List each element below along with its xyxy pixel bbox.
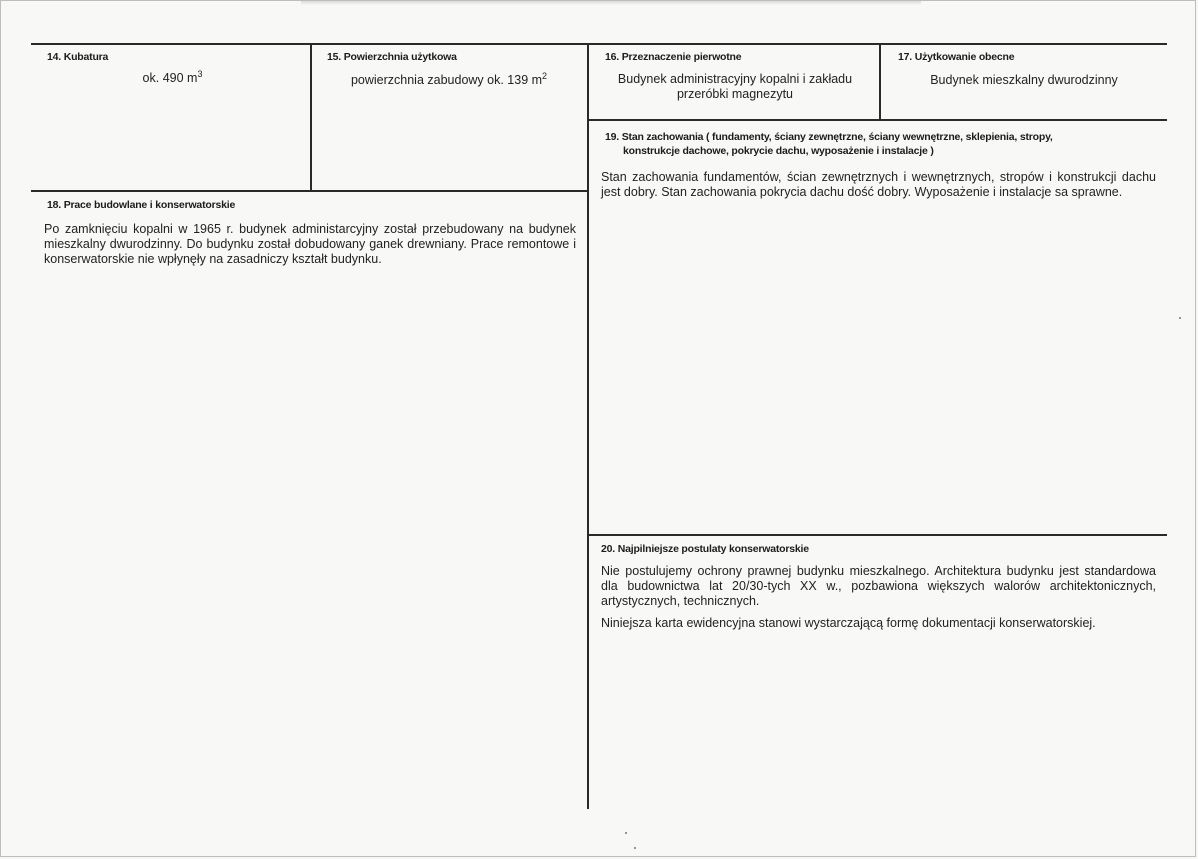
field-17-label: 17. Użytkowanie obecne — [898, 51, 1015, 63]
scan-speck — [1179, 317, 1181, 319]
field-20-label: 20. Najpilniejsze postulaty konserwatorskie — [601, 543, 809, 555]
divider-16-17 — [879, 43, 881, 120]
center-divider — [587, 43, 589, 809]
top-rule — [31, 43, 1167, 45]
field-15-value-exponent: 2 — [542, 70, 548, 81]
field-19-value: Stan zachowania fundamentów, ścian zewnętrznych i wewnętrznych, stropów i konstrukcji dachu jest dobry. Stan zachowania pokrycia dachu dość dobry. Wyposażenie i instalacje sa sprawne. — [601, 170, 1156, 199]
field-15-value — [319, 70, 579, 88]
field-15-label: 15. Powierzchnia użytkowa — [327, 51, 457, 63]
field-17-value: Budynek mieszkalny dwurodzinny — [930, 73, 1118, 87]
field-18-label: 18. Prace budowlane i konserwatorskie — [47, 199, 236, 211]
field-14-label: 14. Kubatura — [47, 51, 109, 63]
field-15-value-text: powierzchnia zabudowy ok. 139 m — [350, 73, 543, 87]
rule-14-18 — [31, 190, 589, 192]
field-16-label: 16. Przeznaczenie pierwotne — [605, 51, 742, 63]
field-18-value: Po zamknięciu kopalni w 1965 r. budynek administarcyjny został przebudowany na budynek mieszkalny dwurodzinny. Do budynku został dobudowany ganek drewniany. Prace remontowe i konserwatorskie nie wpłynęły na zasadniczy kształt budynku. — [44, 222, 576, 266]
divider-14-15 — [310, 43, 312, 191]
scan-shadow — [301, 1, 921, 5]
field-16-value: Budynek administracyjny kopalni i zakładu przeróbki magnezytu — [617, 72, 853, 101]
scan-speck — [625, 832, 627, 834]
field-14-value-text: ok. 490 m — [142, 71, 198, 85]
field-14-value — [45, 68, 300, 86]
field-19-label-line1: 19. Stan zachowania ( fundamenty, ściany zewnętrzne, ściany wewnętrzne, sklepienia, stropy, — [605, 131, 1053, 143]
field-20-paragraph-1: Nie postulujemy ochrony prawnej budynku mieszkalnego. Architektura budynku jest standardowa dla budownictwa lat 20/30-tych XX w., pozbawiona większych walorów architektonicznych, artystycznych, technicznych. — [601, 564, 1156, 608]
field-14-value-exponent: 3 — [197, 68, 203, 79]
rule-19-20 — [587, 534, 1167, 536]
rule-16-19 — [587, 119, 1167, 121]
scan-speck — [634, 847, 636, 849]
field-19-label-line2: konstrukcje dachowe, pokrycie dachu, wyposażenie i instalacje ) — [623, 145, 934, 157]
field-20-paragraph-2: Niniejsza karta ewidencyjna stanowi wystarczającą formę dokumentacji konserwatorskiej. — [601, 616, 1096, 630]
field-20-value — [601, 564, 1156, 631]
